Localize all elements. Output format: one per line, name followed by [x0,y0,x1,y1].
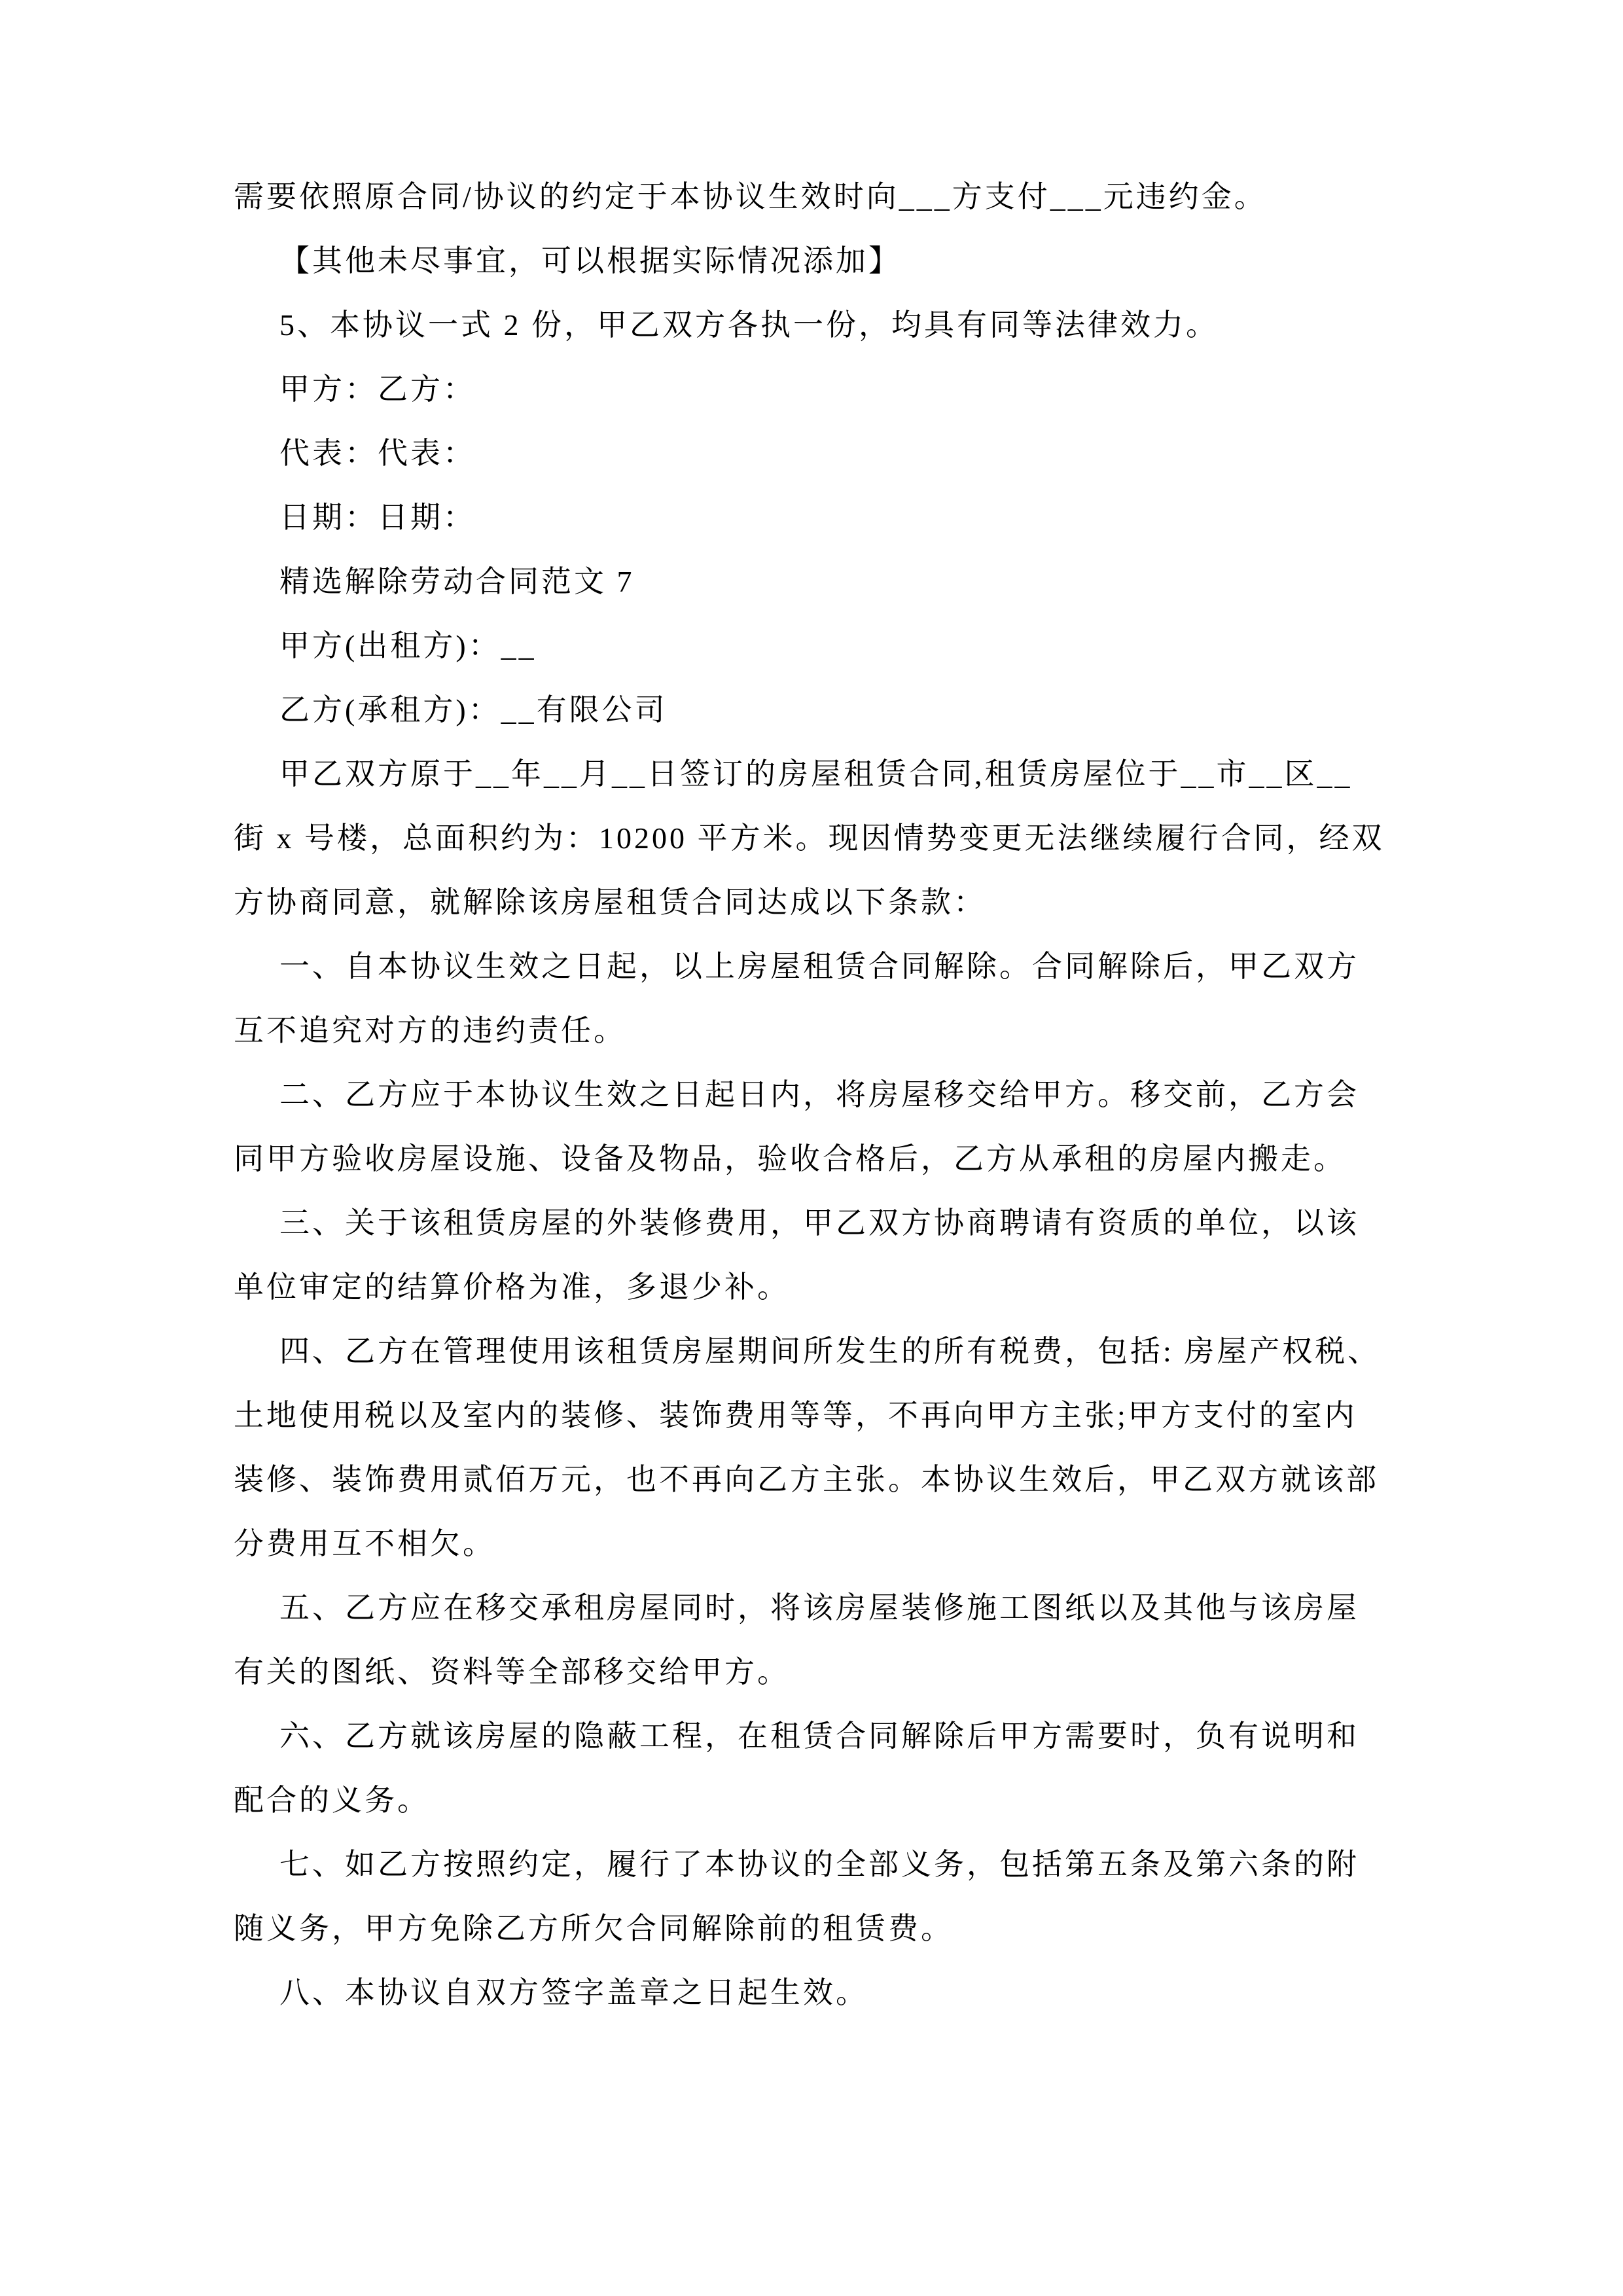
text-line: 土地使用税以及室内的装修、装饰费用等等，不再向甲方主张;甲方支付的室内 [234,1399,1357,1432]
text-line: 分费用互不相欠。 [234,1527,495,1560]
text-line: 三、关于该租赁房屋的外装修费用，甲乙双方协商聘请有资质的单位，以该 [279,1206,1359,1240]
document-body [234,165,1412,2025]
text-line: 代表：代表： [279,437,476,470]
text-line: 四、乙方在管理使用该租赁房屋期间所发生的所有税费，包括: 房屋产权税、 [279,1335,1381,1368]
text-line: 六、乙方就该房屋的隐蔽工程，在租赁合同解除后甲方需要时，负有说明和 [279,1719,1359,1753]
text-line: 二、乙方应于本协议生效之日起日内，将房屋移交给甲方。移交前，乙方会 [279,1078,1359,1111]
text-line: 需要依照原合同/协议的约定于本协议生效时向___方支付___元违约金。 [234,180,1267,213]
text-line: 七、如乙方按照约定，履行了本协议的全部义务，包括第五条及第六条的附 [279,1848,1359,1881]
text-line: 方协商同意，就解除该房屋租赁合同达成以下条款： [234,886,986,919]
text-line: 五、乙方应在移交承租房屋同时，将该房屋装修施工图纸以及其他与该房屋 [279,1591,1359,1624]
text-line: 甲方(出租方)：__ [279,629,537,662]
text-line: 配合的义务。 [234,1784,430,1817]
text-line: 有关的图纸、资料等全部移交给甲方。 [234,1655,790,1689]
text-line: 八、本协议自双方签字盖章之日起生效。 [279,1976,868,2009]
text-line: 【其他未尽事宜，可以根据实际情况添加】 [279,244,901,278]
text-line: 一、自本协议生效之日起，以上房屋租赁合同解除。合同解除后，甲乙双方 [279,950,1359,983]
text-line: 甲方：乙方： [279,372,476,406]
text-line: 单位审定的结算价格为准，多退少补。 [234,1270,790,1304]
text-line: 互不追究对方的违约责任。 [234,1014,626,1047]
text-line: 乙方(承租方)：__有限公司 [279,693,668,726]
text-line: 精选解除劳动合同范文 7 [279,565,635,598]
text-line: 装修、装饰费用贰佰万元，也不再向乙方主张。本协议生效后，甲乙双方就该部 [234,1463,1379,1496]
text-line: 街 x 号楼，总面积约为：10200 平方米。现因情势变更无法继续履行合同，经双 [234,821,1385,855]
text-line: 日期：日期： [279,501,476,534]
text-line: 5、本协议一式 2 份，甲乙双方各执一份，均具有同等法律效力。 [279,308,1219,342]
text-line: 随义务，甲方免除乙方所欠合同解除前的租赁费。 [234,1912,954,1945]
text-line: 同甲方验收房屋设施、设备及物品，验收合格后，乙方从承租的房屋内搬走。 [234,1142,1346,1175]
text-line: 甲乙双方原于__年__月__日签订的房屋租赁合同,租赁房屋位于__市__区__ [279,757,1353,791]
